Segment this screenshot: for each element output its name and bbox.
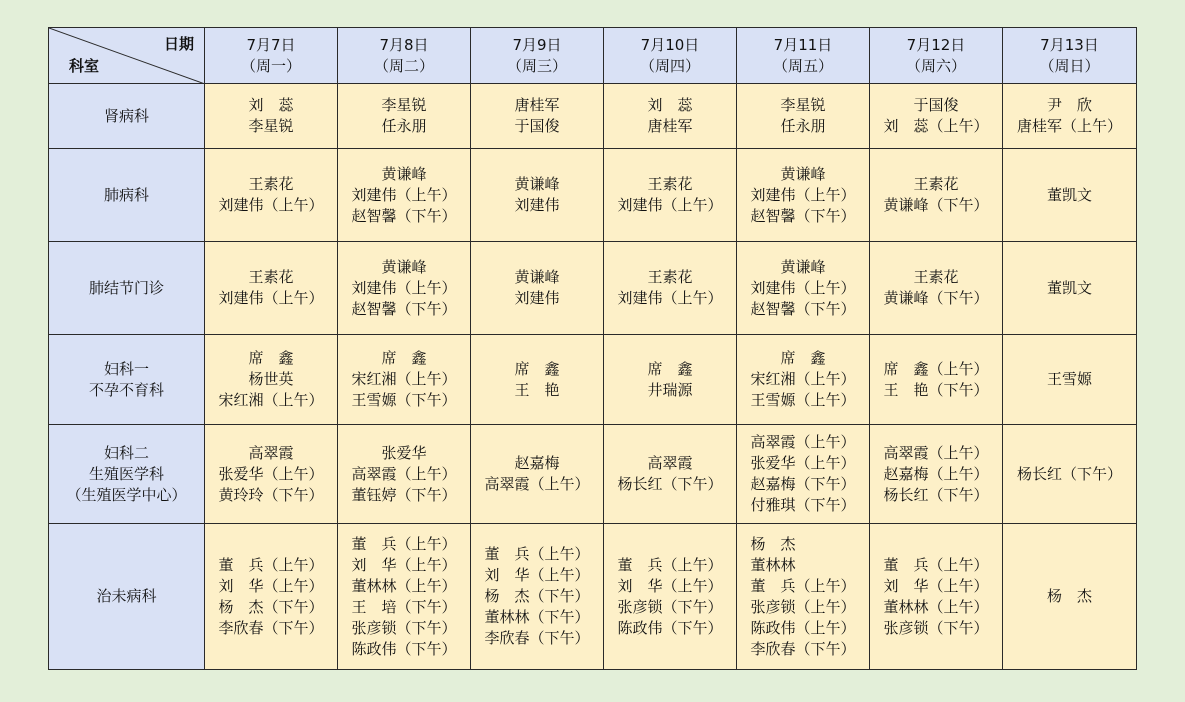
duty-cell xyxy=(604,242,737,335)
department-name: 治未病科 xyxy=(96,587,157,605)
doctor-list xyxy=(750,534,855,660)
department-name: 肾病科 xyxy=(103,106,149,125)
doctor-entry: 董 兵（上午） xyxy=(883,555,989,574)
duty-cell xyxy=(870,84,1003,149)
doctor-entry: 董林林（上午） xyxy=(883,597,989,616)
duty-cell xyxy=(338,149,471,242)
duty-cell xyxy=(1003,524,1137,670)
doctor-entry: 张彦锁（下午） xyxy=(617,597,723,616)
weekday-text: （周二） xyxy=(373,56,434,75)
duty-cell xyxy=(205,425,338,524)
doctor-entry: 高翠霞（上午） xyxy=(484,475,590,493)
doctor-entry: 付雅琪（下午） xyxy=(750,496,856,514)
doctor-entry: 宋红湘（上午） xyxy=(351,370,457,388)
doctor-entry: 唐桂军（上午） xyxy=(1016,117,1122,135)
doctor-entry: 黄谦峰（下午） xyxy=(883,289,989,307)
duty-cell xyxy=(205,524,338,670)
doctor-entry: 刘 华（上午） xyxy=(617,576,723,595)
doctor-entry: 于国俊 xyxy=(913,96,959,114)
doctor-list xyxy=(218,348,323,411)
doctor-entry: 刘建伟（上午） xyxy=(750,185,856,204)
doctor-entry: 席 鑫 xyxy=(248,349,294,367)
doctor-entry: 尹 欣 xyxy=(1046,96,1092,114)
doctor-entry: 陈政伟（下午） xyxy=(617,618,723,637)
doctor-entry: 高翠霞（上午） xyxy=(351,464,457,483)
doctor-entry: 王素花 xyxy=(248,268,294,286)
doctor-entry: 黄谦峰 xyxy=(514,175,560,193)
doctor-entry: 董 兵（上午） xyxy=(484,545,590,563)
doctor-entry: 刘 蕊 xyxy=(248,96,294,114)
doctor-list xyxy=(1047,185,1092,206)
dept-axis-label: 科室 xyxy=(69,57,100,75)
doctor-entry: 张爱华（上午） xyxy=(750,454,856,472)
doctor-entry: 宋红湘（上午） xyxy=(218,391,324,409)
duty-cell xyxy=(205,84,338,149)
date-header xyxy=(205,28,338,84)
doctor-entry: 董 兵（上午） xyxy=(617,555,723,574)
doctor-entry: 张彦锁（下午） xyxy=(351,618,457,637)
doctor-entry: 董林林 xyxy=(750,555,796,574)
weekday-text: （周六） xyxy=(905,56,966,75)
duty-cell xyxy=(205,242,338,335)
doctor-entry: 杨 杰（下午） xyxy=(218,597,324,616)
doctor-list xyxy=(617,174,722,216)
doctor-entry: 唐桂军 xyxy=(514,96,560,114)
doctor-list xyxy=(1017,95,1122,137)
duty-cell xyxy=(1003,425,1137,524)
doctor-entry: 董钰婷（下午） xyxy=(351,485,457,504)
doctor-entry: 黄谦峰 xyxy=(780,164,826,183)
duty-cell xyxy=(737,425,870,524)
weekday-text: （周一） xyxy=(240,56,301,75)
duty-cell xyxy=(737,335,870,425)
corner-header xyxy=(49,28,205,84)
duty-cell xyxy=(870,242,1003,335)
doctor-entry: 刘 蕊 xyxy=(647,96,693,114)
doctor-list xyxy=(351,257,456,320)
doctor-entry: 席 鑫 xyxy=(780,349,826,367)
doctor-entry: 刘建伟（上午） xyxy=(351,185,457,204)
doctor-entry: 董 兵（上午） xyxy=(750,576,856,595)
department-cell xyxy=(49,242,205,335)
doctor-entry: 杨长红（下午） xyxy=(1016,464,1122,483)
doctor-entry: 董林林（下午） xyxy=(484,608,590,626)
doctor-list xyxy=(780,95,825,137)
doctor-entry: 赵嘉梅 xyxy=(514,454,560,472)
department-name: 肺病科 xyxy=(103,185,149,204)
date-text: 7月8日 xyxy=(379,35,429,54)
doctor-entry: 李星锐 xyxy=(780,96,826,114)
doctor-list xyxy=(883,555,988,639)
doctor-entry: 黄谦峰 xyxy=(514,268,560,286)
doctor-entry: 井瑞源 xyxy=(647,380,693,399)
doctor-entry: 高翠霞 xyxy=(647,454,693,472)
doctor-entry: 张彦锁（上午） xyxy=(750,597,856,616)
doctor-entry: 赵嘉梅（上午） xyxy=(883,464,989,483)
duty-cell xyxy=(1003,335,1137,425)
doctor-entry: 王素花 xyxy=(913,175,959,193)
schedule-wrapper xyxy=(48,27,1137,670)
doctor-list xyxy=(351,164,456,227)
department-cell xyxy=(49,524,205,670)
doctor-entry: 刘建伟（上午） xyxy=(218,196,324,214)
doctor-list xyxy=(218,174,323,216)
doctor-entry: 刘 华（上午） xyxy=(883,576,989,595)
duty-cell xyxy=(471,425,604,524)
duty-cell xyxy=(870,425,1003,524)
doctor-entry: 王素花 xyxy=(647,268,693,286)
doctor-list xyxy=(750,348,855,411)
duty-cell xyxy=(471,149,604,242)
doctor-entry: 王雪嫄（上午） xyxy=(750,391,856,409)
department-row xyxy=(49,335,1137,425)
department-name: 生殖医学科 xyxy=(88,464,164,483)
doctor-entry: 黄玲玲（下午） xyxy=(218,485,324,504)
doctor-entry: 刘建伟（上午） xyxy=(617,196,723,214)
duty-cell xyxy=(338,84,471,149)
date-header xyxy=(604,28,737,84)
doctor-entry: 宋红湘（上午） xyxy=(750,370,856,388)
duty-cell xyxy=(737,242,870,335)
duty-cell xyxy=(471,84,604,149)
doctor-entry: 杨长红（下午） xyxy=(617,475,723,493)
department-name: 妇科二 xyxy=(103,443,149,462)
doctor-list xyxy=(514,174,559,216)
doctor-entry: 任永朋 xyxy=(780,117,826,135)
doctor-entry: 席 鑫（上午） xyxy=(883,359,989,378)
department-name: 妇科一 xyxy=(103,359,149,378)
doctor-entry: 赵智馨（下午） xyxy=(750,206,856,225)
doctor-entry: 刘 蕊（上午） xyxy=(883,117,989,135)
department-cell xyxy=(49,335,205,425)
doctor-entry: 李欣春（下午） xyxy=(218,618,324,637)
doctor-entry: 王 培（下午） xyxy=(351,597,457,616)
date-axis-label: 日期 xyxy=(163,35,194,53)
duty-cell xyxy=(338,425,471,524)
doctor-entry: 刘建伟 xyxy=(514,289,560,307)
doctor-list xyxy=(248,95,293,137)
header-row xyxy=(49,28,1137,84)
duty-cell xyxy=(471,524,604,670)
doctor-entry: 刘建伟 xyxy=(514,196,560,214)
doctor-entry: 王素花 xyxy=(913,268,959,286)
doctor-entry: 董林林（上午） xyxy=(351,576,457,595)
doctor-list xyxy=(1047,369,1092,390)
doctor-entry: 董凯文 xyxy=(1046,278,1092,297)
doctor-entry: 杨 杰 xyxy=(1046,587,1092,605)
doctor-entry: 王素花 xyxy=(248,175,294,193)
doctor-entry: 陈政伟（上午） xyxy=(750,618,856,637)
date-text: 7月11日 xyxy=(773,35,833,54)
department-cell xyxy=(49,84,205,149)
doctor-entry: 王素花 xyxy=(647,175,693,193)
doctor-list xyxy=(883,174,988,216)
weekday-text: （周三） xyxy=(506,56,567,75)
doctor-entry: 陈政伟（下午） xyxy=(351,639,457,658)
doctor-list xyxy=(750,164,855,227)
duty-cell xyxy=(338,524,471,670)
doctor-entry: 黄谦峰 xyxy=(780,257,826,276)
schedule-body xyxy=(49,84,1137,670)
department-cell xyxy=(49,149,205,242)
doctor-entry: 董凯文 xyxy=(1046,185,1092,204)
duty-cell xyxy=(1003,84,1137,149)
date-text: 7月12日 xyxy=(906,35,966,54)
duty-schedule-table xyxy=(48,27,1137,670)
date-header xyxy=(1003,28,1137,84)
duty-cell xyxy=(338,242,471,335)
doctor-entry: 李星锐 xyxy=(381,96,427,114)
doctor-entry: 赵智馨（下午） xyxy=(750,299,856,318)
doctor-entry: 李星锐 xyxy=(248,117,294,135)
doctor-list xyxy=(1017,464,1122,485)
doctor-entry: 杨长红（下午） xyxy=(883,485,989,504)
weekday-text: （周日） xyxy=(1039,56,1100,75)
doctor-entry: 张彦锁（下午） xyxy=(883,618,989,637)
doctor-list xyxy=(883,443,988,506)
doctor-list xyxy=(514,267,559,309)
doctor-entry: 刘 华（上午） xyxy=(484,566,590,584)
department-row xyxy=(49,425,1137,524)
doctor-entry: 张爱华（上午） xyxy=(218,464,324,483)
doctor-entry: 董 兵（上午） xyxy=(218,555,324,574)
duty-cell xyxy=(870,149,1003,242)
department-cell xyxy=(49,425,205,524)
duty-cell xyxy=(1003,242,1137,335)
duty-cell xyxy=(870,335,1003,425)
duty-cell xyxy=(604,84,737,149)
doctor-entry: 刘 华（上午） xyxy=(218,576,324,595)
duty-cell xyxy=(737,149,870,242)
date-header xyxy=(737,28,870,84)
doctor-list xyxy=(484,544,589,649)
weekday-text: （周四） xyxy=(639,56,700,75)
doctor-entry: 杨 杰 xyxy=(750,534,796,553)
duty-cell xyxy=(604,524,737,670)
doctor-entry: 刘建伟（上午） xyxy=(218,289,324,307)
date-header xyxy=(338,28,471,84)
doctor-entry: 王 艳（下午） xyxy=(883,380,989,399)
doctor-list xyxy=(514,359,559,401)
doctor-list xyxy=(351,348,456,411)
duty-cell xyxy=(338,335,471,425)
doctor-list xyxy=(617,453,722,495)
doctor-entry: 王雪嫄 xyxy=(1046,370,1092,388)
doctor-entry: 席 鑫 xyxy=(514,359,560,378)
doctor-entry: 王雪嫄（下午） xyxy=(351,391,457,409)
doctor-list xyxy=(351,534,456,660)
doctor-list xyxy=(647,359,692,401)
doctor-list xyxy=(647,95,692,137)
doctor-entry: 黄谦峰 xyxy=(381,164,427,183)
department-row xyxy=(49,524,1137,670)
doctor-entry: 李欣春（下午） xyxy=(484,629,590,647)
doctor-entry: 董 兵（上午） xyxy=(351,534,457,553)
doctor-entry: 赵智馨（下午） xyxy=(351,299,457,318)
doctor-list xyxy=(750,257,855,320)
weekday-text: （周五） xyxy=(772,56,833,75)
duty-cell xyxy=(604,425,737,524)
doctor-list xyxy=(218,555,323,639)
doctor-entry: 高翠霞 xyxy=(248,443,294,462)
doctor-entry: 黄谦峰 xyxy=(381,257,427,276)
duty-cell xyxy=(1003,149,1137,242)
doctor-list xyxy=(218,267,323,309)
duty-cell xyxy=(471,335,604,425)
doctor-entry: 李欣春（下午） xyxy=(750,639,856,658)
duty-cell xyxy=(471,242,604,335)
department-name: 不孕不育科 xyxy=(88,380,164,399)
date-text: 7月9日 xyxy=(512,35,562,54)
doctor-entry: 刘建伟（上午） xyxy=(617,289,723,307)
doctor-list xyxy=(351,443,456,506)
doctor-entry: 张爱华 xyxy=(381,443,427,462)
department-row xyxy=(49,149,1137,242)
doctor-list xyxy=(883,267,988,309)
duty-cell xyxy=(737,84,870,149)
date-header xyxy=(870,28,1003,84)
department-row xyxy=(49,242,1137,335)
doctor-entry: 杨 杰（下午） xyxy=(484,587,590,605)
doctor-entry: 刘建伟（上午） xyxy=(351,278,457,297)
doctor-entry: 刘建伟（上午） xyxy=(750,278,856,297)
duty-cell xyxy=(737,524,870,670)
doctor-list xyxy=(1047,586,1092,607)
doctor-list xyxy=(514,95,559,137)
department-name: 肺结节门诊 xyxy=(88,278,164,297)
doctor-list xyxy=(617,555,722,639)
duty-cell xyxy=(870,524,1003,670)
doctor-entry: 赵智馨（下午） xyxy=(351,206,457,225)
doctor-entry: 席 鑫 xyxy=(647,359,693,378)
doctor-entry: 高翠霞（上午） xyxy=(750,433,856,451)
doctor-list xyxy=(218,443,323,506)
doctor-list xyxy=(617,267,722,309)
doctor-entry: 杨世英 xyxy=(248,370,294,388)
doctor-entry: 刘 华（上午） xyxy=(351,555,457,574)
duty-cell xyxy=(205,149,338,242)
date-text: 7月10日 xyxy=(640,35,700,54)
department-row xyxy=(49,84,1137,149)
duty-cell xyxy=(205,335,338,425)
doctor-entry: 高翠霞（上午） xyxy=(883,443,989,462)
doctor-entry: 席 鑫 xyxy=(381,349,427,367)
date-text: 7月13日 xyxy=(1040,35,1099,54)
date-text: 7月7日 xyxy=(246,35,296,54)
doctor-entry: 王 艳 xyxy=(514,380,560,399)
doctor-entry: 黄谦峰（下午） xyxy=(883,196,989,214)
doctor-list xyxy=(750,432,855,516)
doctor-list xyxy=(484,453,589,495)
doctor-entry: 任永朋 xyxy=(381,117,427,135)
doctor-entry: 唐桂军 xyxy=(647,117,693,135)
duty-cell xyxy=(604,335,737,425)
department-name: （生殖医学中心） xyxy=(66,485,187,504)
doctor-entry: 于国俊 xyxy=(514,117,560,135)
doctor-list xyxy=(381,95,426,137)
doctor-list xyxy=(883,95,988,137)
doctor-list xyxy=(883,359,988,401)
date-header xyxy=(471,28,604,84)
duty-cell xyxy=(604,149,737,242)
doctor-entry: 赵嘉梅（下午） xyxy=(750,475,856,493)
doctor-list xyxy=(1047,278,1092,299)
